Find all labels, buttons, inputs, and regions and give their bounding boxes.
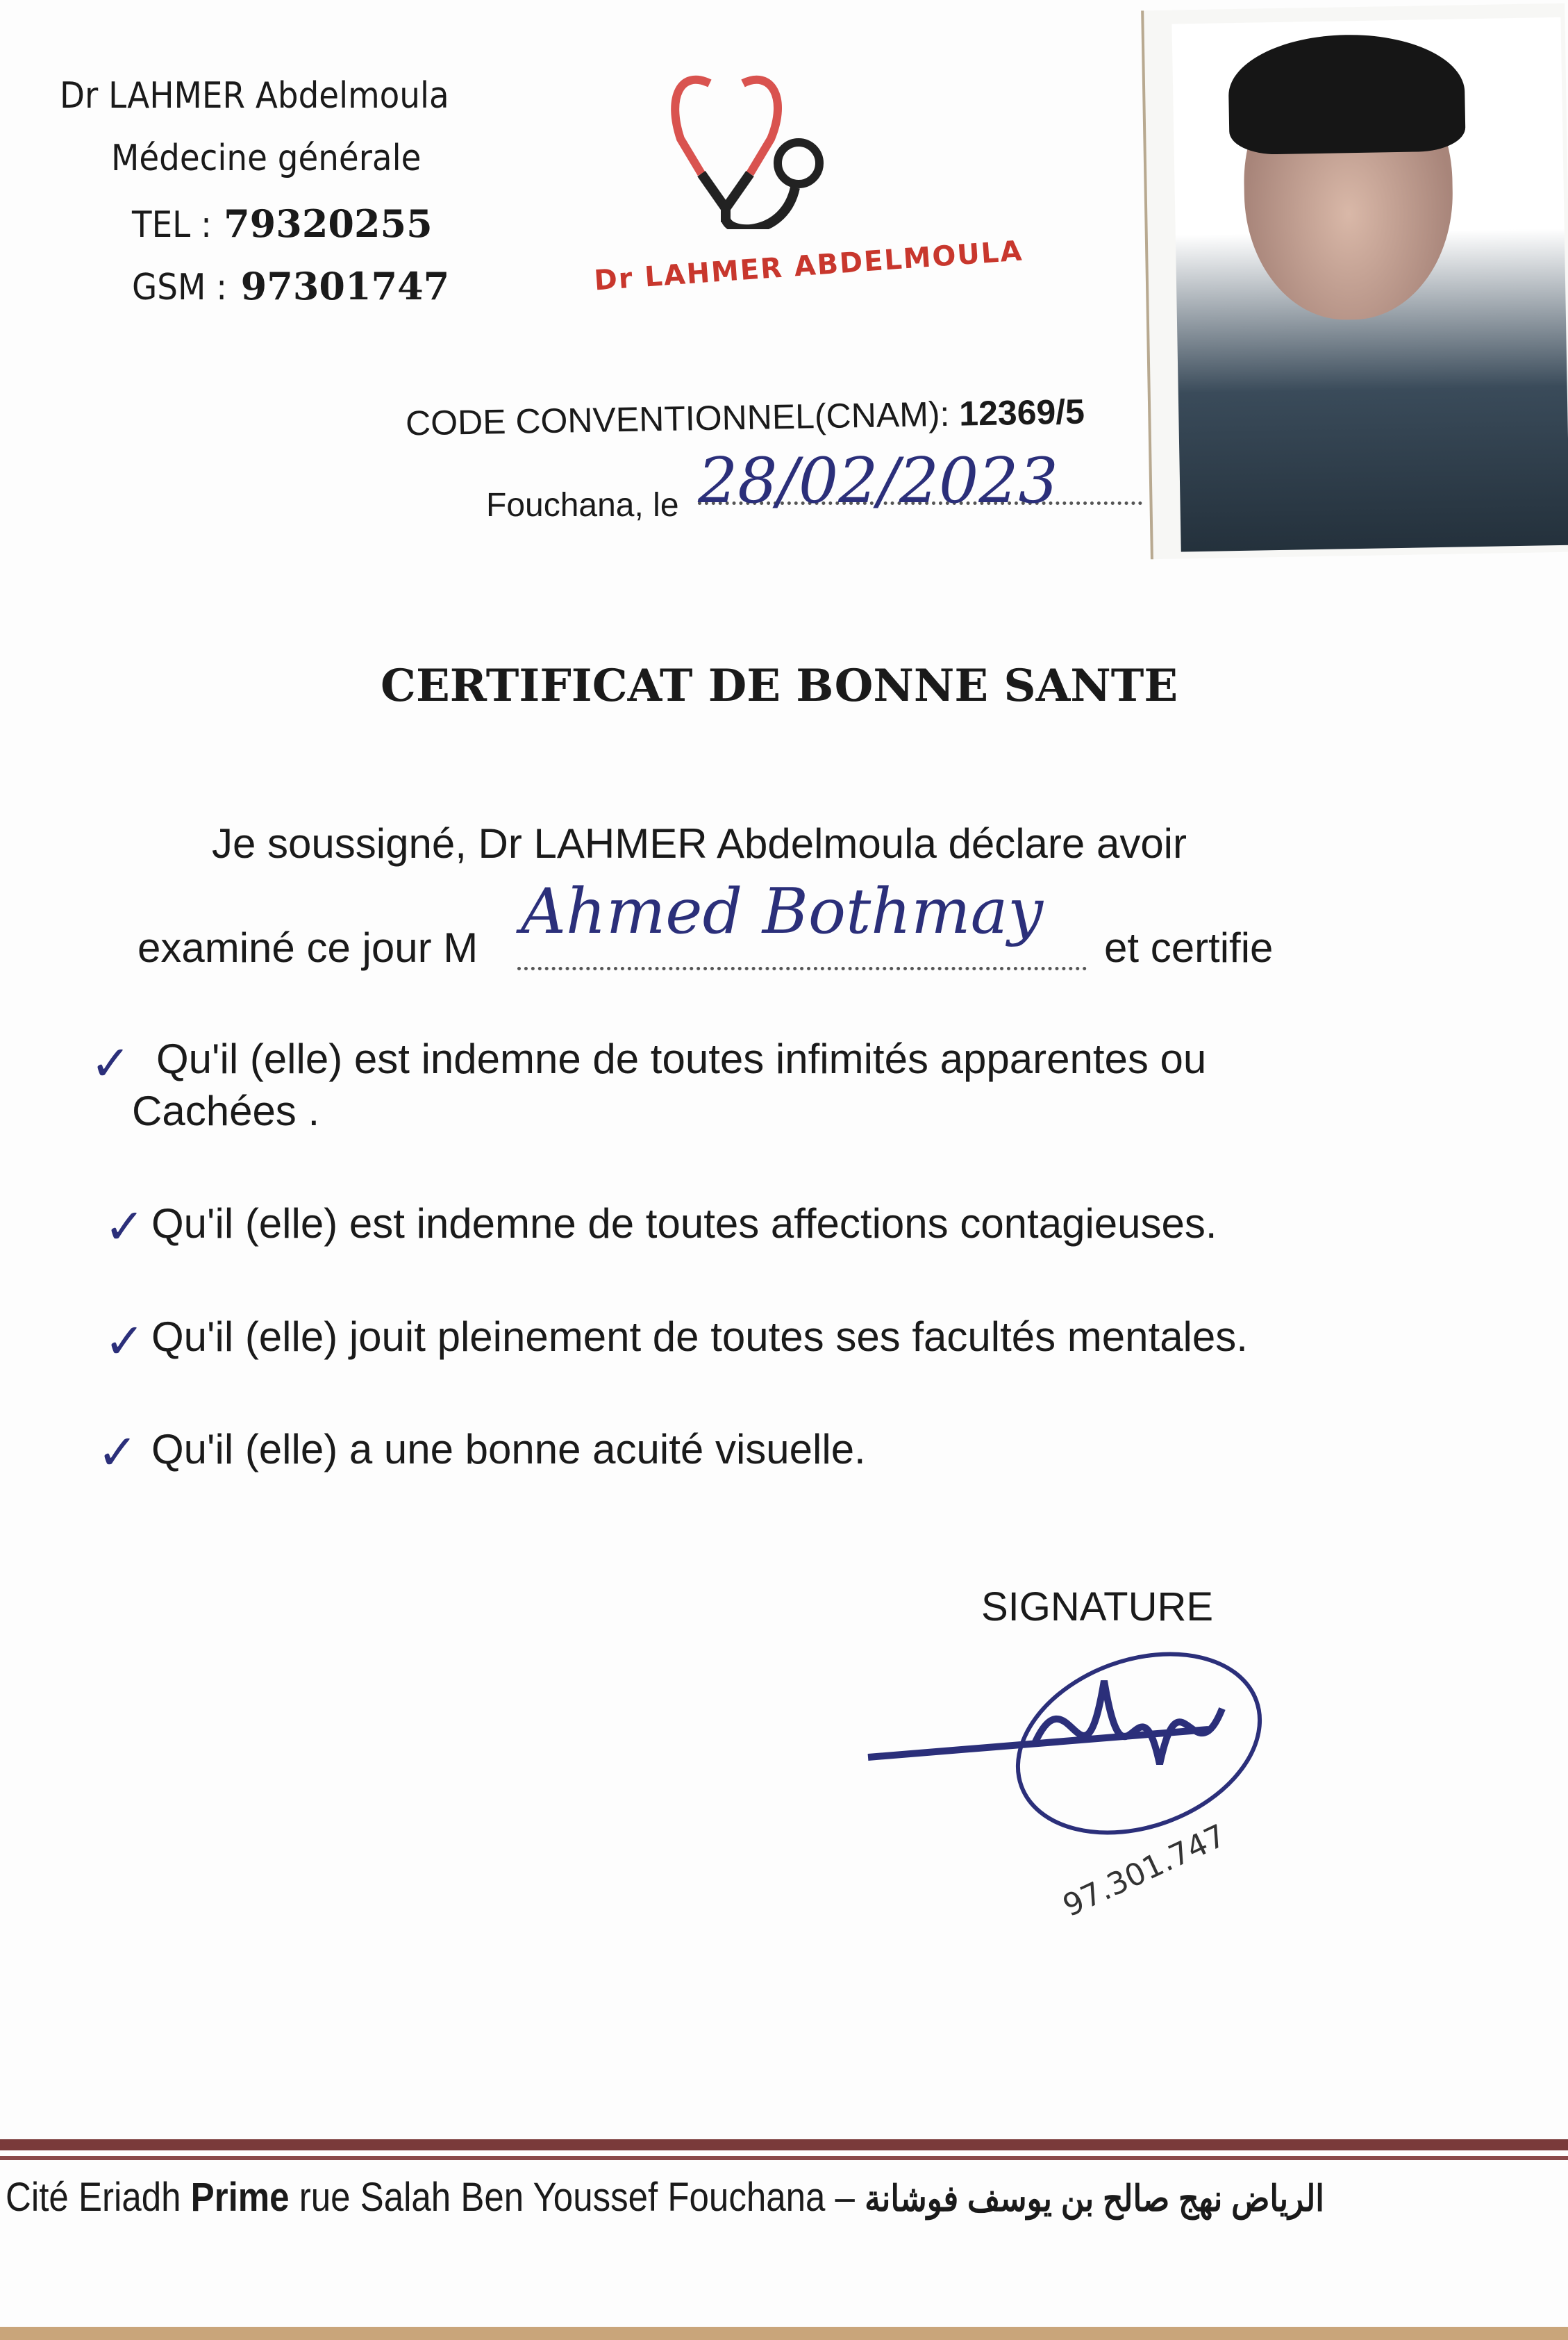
- handwritten-date: 28/02/2023: [698, 445, 1058, 517]
- statement-1: Qu'il (elle) est indemne de toutes infimités apparentes ou: [156, 1036, 1207, 1082]
- statement-1-cont: Cachées .: [132, 1088, 320, 1134]
- tel-label: TEL :: [132, 204, 212, 246]
- handwritten-patient-name: Ahmed Bothmay: [521, 875, 1044, 948]
- check-mark-icon: ✓: [104, 1314, 145, 1368]
- statement-4: Qu'il (elle) a une bonne acuité visuelle.: [151, 1426, 866, 1472]
- cnam-label: CODE CONVENTIONNEL(CNAM):: [405, 394, 950, 443]
- check-mark-icon: ✓: [97, 1425, 138, 1479]
- specialty: Médecine générale: [111, 138, 422, 179]
- statement-2: Qu'il (elle) est indemne de toutes affections contagieuses.: [151, 1200, 1217, 1247]
- check-mark-icon: ✓: [104, 1200, 145, 1254]
- gsm-label: GSM :: [132, 267, 227, 308]
- certify-label: et certifie: [1104, 924, 1274, 971]
- footer-divider-thin: [0, 2156, 1568, 2160]
- cnam-value: 12369/5: [958, 392, 1085, 433]
- date-label: Fouchana, le: [486, 487, 679, 524]
- gsm-line: [132, 264, 449, 308]
- address-part: Cité Eriadh: [6, 2175, 191, 2220]
- tel-line: [132, 201, 433, 246]
- declaration-line: Je soussigné, Dr LAHMER Abdelmoula déclare avoir: [212, 820, 1187, 867]
- stethoscope-heart-logo: [667, 69, 861, 229]
- patient-dotted-line: [517, 967, 1087, 970]
- address-part: rue Salah Ben Youssef Fouchana –: [289, 2175, 855, 2220]
- certificate-title: CERTIFICAT DE BONNE SANTE: [381, 660, 1178, 712]
- cnam-line: [406, 391, 1085, 443]
- gsm-value: 97301747: [240, 264, 450, 308]
- signature-label: SIGNATURE: [981, 1584, 1214, 1629]
- id-photo: [1141, 3, 1568, 560]
- doctor-name: Dr LAHMER Abdelmoula: [60, 75, 449, 117]
- footer-address: [6, 2174, 1324, 2221]
- examined-label: examiné ce jour M: [137, 924, 478, 971]
- statement-3: Qu'il (elle) jouit pleinement de toutes ses facultés mentales.: [151, 1313, 1248, 1360]
- signature-stamp: [861, 1625, 1347, 1931]
- bottom-edge: [0, 2327, 1568, 2340]
- stamp-phone: 97.301.747: [1058, 1818, 1231, 1924]
- check-mark-icon: ✓: [90, 1036, 131, 1090]
- footer-divider: [0, 2139, 1568, 2150]
- address-bold: Prime: [190, 2175, 290, 2220]
- tel-value: 79320255: [224, 201, 433, 246]
- address-arabic: الرياض نهج صالح بن يوسف فوشانة: [865, 2179, 1324, 2219]
- logo-text: Dr LAHMER ABDELMOULA: [593, 235, 1024, 297]
